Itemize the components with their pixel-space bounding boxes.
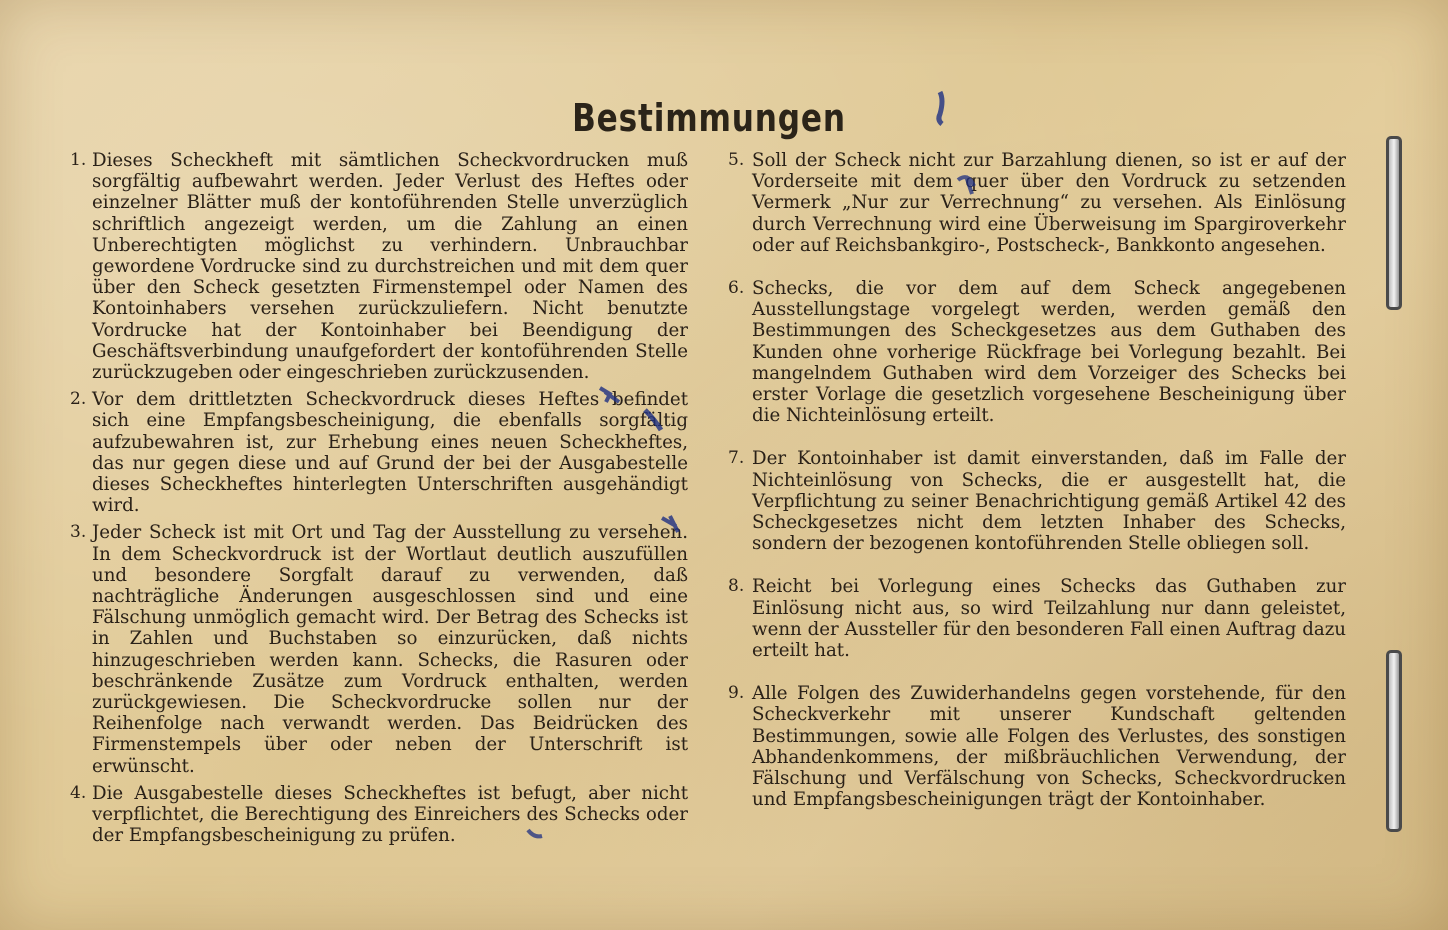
clause-number: 9. — [728, 683, 745, 704]
clause-number: 3. — [70, 522, 87, 543]
clause-text: Schecks, die vor dem auf dem Scheck angegebenen Ausstellungstage vorgelegt werden, werden gemäß den Bestimmungen des Scheckgesetzes aus dem Guthaben des Kunden ohne vorherige Rückfrage bei Vorlegung bezahlt. Bei mangelndem Guthaben wird dem Vorzeiger des Schecks bei erster Vorlage die gesetzlich vorgesehene Bescheinigung über die Nichteinlösung erteilt. — [752, 278, 1346, 427]
page-title: Bestimmungen — [572, 96, 846, 140]
clause-text: Jeder Scheck ist mit Ort und Tag der Ausstellung zu versehen. In dem Scheckvordruck ist der Wortlaut deutlich auszufüllen und besondere Sorgfalt darauf zu verwenden, daß nachträgliche Änderungen ausgeschlossen sind und eine Fälschung unmöglich gemacht wird. Der Betrag des Schecks ist in Zahlen und Buchstaben so einzurücken, daß nichts hinzugeschrieben werden kann. Schecks, die Rasuren oder beschränkende Zusätze zum Vordruck enthalten, werden zurückgewiesen. Die Scheckvordrucke sollen nur der Reihenfolge nach verwandt werden. Das Beidrücken des Firmenstempels über oder neben der Unterschrift ist erwünscht. — [92, 522, 688, 777]
clause-text: Soll der Scheck nicht zur Barzahlung dienen, so ist er auf der Vorderseite mit dem quer über den Vordruck zu setzenden Vermerk „Nur zur Verrechnung“ zu versehen. Als Einlösung durch Verrechnung wird eine Überweisung im Spargiroverkehr oder auf Reichsbankgiro-, Postscheck-, Bankkonto angesehen. — [752, 150, 1346, 256]
clause-4 — [70, 783, 688, 847]
clause-9 — [728, 683, 1346, 810]
staple-top — [1386, 136, 1402, 310]
clause-6 — [728, 278, 1346, 426]
clause-text: Dieses Scheckheft mit sämtlichen Scheckvordrucken muß sorgfältig aufbewahrt werden. Jeder Verlust des Heftes oder einzelner Blätter muß der kontoführenden Stelle unverzüglich schriftlich angezeigt werden, um die Zahlung an einen Unberechtigten möglichst zu verhindern. Unbrauchbar gewordene Vordrucke sind zu durchstreichen und mit dem quer über den Scheck gesetzten Firmenstempel oder Namen des Kontoinhabers versehen zurückzuliefern. Nicht benutzte Vordrucke hat der Kontoinhaber bei Beendigung der Geschäftsverbindung unaufgefordert der kontoführenden Stelle zurückzugeben oder eingeschrieben zurückzusenden. — [92, 150, 688, 384]
clause-text: Vor dem drittletzten Scheckvordruck dieses Heftes befindet sich eine Empfangsbescheinigung, die ebenfalls sorgfältig aufzubewahren ist, zur Erhebung eines neuen Scheckheftes, das nur gegen diese und auf Grund der bei der Ausgabestelle dieses Scheckheftes hinterlegten Unterschriften ausgehändigt wird. — [92, 389, 688, 517]
clause-3 — [70, 522, 688, 776]
clause-text: Der Kontoinhaber ist damit einverstanden, daß im Falle der Nichteinlösung von Schecks, die er ausgestellt hat, die Verpflichtung zu seiner Benachrichtigung gemäß Artikel 42 des Scheckgesetzes nicht dem letzten Inhaber des Schecks, sondern der bezogenen kontoführenden Stelle obliegen soll. — [752, 448, 1346, 555]
clause-number: 1. — [70, 150, 87, 170]
clause-number: 4. — [70, 782, 87, 803]
clause-7 — [728, 448, 1346, 554]
clause-2 — [70, 389, 688, 516]
staple-bottom — [1386, 650, 1402, 832]
clause-text: Reicht bei Vorlegung eines Schecks das Guthaben zur Einlösung nicht aus, so wird Teilzahlung nur dann geleistet, wenn der Aussteller für den besonderen Fall einen Auftrag dazu erteilt hat. — [752, 576, 1346, 662]
clause-5 — [728, 150, 1346, 256]
clause-number: 8. — [728, 576, 745, 597]
clause-1 — [70, 150, 688, 383]
clause-8 — [728, 576, 1346, 661]
clause-number: 2. — [70, 389, 87, 410]
clause-text: Die Ausgabestelle dieses Scheckheftes ist befugt, aber nicht verpflichtet, die Berechtigung des Einreichers des Schecks oder der Empfangsbescheinigung zu prüfen. — [92, 782, 688, 847]
clause-text: Alle Folgen des Zuwiderhandelns gegen vorstehende, für den Scheckverkehr mit unserer Kundschaft geltenden Bestimmungen, sowie alle Folgen des Verlustes, des sonstigen Abhandenkommens, der mißbräuchlichen Verwendung, der Fälschung und Verfälschung von Schecks, Scheckvordrucken und Empfangsbescheinigungen trägt der Kontoinhaber. — [752, 683, 1346, 811]
right-column — [728, 150, 1346, 810]
left-column — [70, 150, 688, 847]
clause-number: 7. — [728, 448, 745, 469]
clause-number: 5. — [728, 150, 745, 170]
clause-number: 6. — [728, 278, 745, 299]
